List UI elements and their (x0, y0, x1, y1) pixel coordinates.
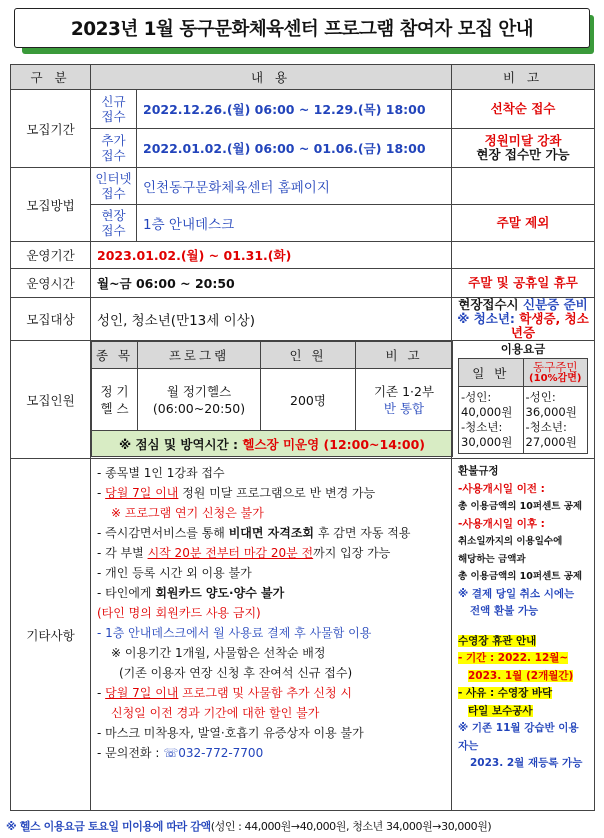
operate-period-row (11, 242, 595, 269)
internet-register-type-a: 인터넷 (95, 171, 132, 186)
personnel-header-count: 인 원 (261, 342, 356, 369)
etc-item: - 개인 등록 시간 외 이용 불가 (97, 566, 252, 580)
personnel-note (356, 369, 453, 431)
etc-item: ※ 이용기간 1개월, 사물함은 선착순 배정 (111, 646, 326, 660)
etc-item: - 문의전화 : ☏032-772-7700 (97, 746, 264, 760)
personnel-kind-a: 정 기 (100, 383, 129, 399)
info-table (10, 64, 595, 811)
target-content: 성인, 청소년(만13세 이상) (91, 298, 452, 341)
personnel-header-program: 프로그램 (138, 342, 261, 369)
header-content: 내 용 (91, 65, 452, 90)
personnel-header-kind: 종 목 (92, 342, 138, 369)
operate-time-note: 주말 및 공휴일 휴무 (452, 269, 595, 298)
footer-note-b: (성인 : 44,000원→40,000원, 청소년 34,000원→30,000원) (210, 820, 492, 833)
header-row (11, 65, 595, 90)
refund-same-day: ※ 결제 당일 취소 시에는 (458, 587, 575, 600)
etc-item: ※ 프로그램 연기 신청은 불가 (111, 506, 264, 520)
fee-resident-header-a: 동구주민 (533, 359, 578, 374)
personnel-note-b: 반 통합 (383, 400, 425, 416)
fee-resident-header-b: (10%감면) (529, 372, 582, 384)
personnel-row (11, 341, 595, 459)
internet-register-content: 인천동구문화체육센터 홈페이지 (137, 168, 452, 205)
extra-register-type (91, 129, 137, 168)
refund-before: -사용개시일 이전 : (458, 482, 545, 495)
footer-note-a: ※ 헬스 이용요금 토요일 미이용에 따라 감액 (6, 820, 211, 833)
fee-table (458, 358, 588, 454)
target-label: 모집대상 (11, 298, 91, 341)
extra-register-note-b: 현장 접수만 가능 (476, 147, 570, 162)
pool-note-b: 2023. 2월 재등록 가능 (470, 757, 583, 769)
onsite-register-note: 주말 제외 (452, 205, 595, 242)
internet-register-note (452, 168, 595, 205)
recruit-period-label: 모집기간 (11, 90, 91, 168)
target-note-a: 현장접수시 신분증 준비 (458, 297, 588, 312)
fee-header-row (459, 359, 588, 387)
new-register-type-a: 신규 (101, 94, 126, 109)
onsite-register-type-b: 접수 (101, 223, 126, 238)
personnel-count: 200명 (261, 369, 356, 431)
recruit-method-label: 모집방법 (11, 168, 91, 242)
extra-register-period: 2022.01.02.(월) 06:00 ~ 01.06.(금) 18:00 (137, 129, 452, 168)
personnel-data-row (92, 369, 453, 431)
personnel-kind-b: 헬 스 (100, 400, 129, 416)
pool-period-a: - 기간 : 2022. 12월~ (458, 652, 569, 664)
personnel-inner-table (91, 341, 453, 457)
etc-content (91, 459, 452, 811)
fee-title: 이용요금 (500, 342, 546, 356)
personnel-notice-row (92, 431, 453, 457)
etc-list (91, 459, 451, 765)
pool-reason-b: 타일 보수공사 (468, 704, 533, 717)
new-register-note: 선착순 접수 (452, 90, 595, 129)
personnel-program-a: 월 정기헬스 (166, 383, 232, 399)
target-row (11, 298, 595, 341)
fee-resident-header (523, 359, 588, 387)
refund-before-desc: 총 이용금액의 10퍼센트 공제 (458, 501, 583, 512)
operate-time-row (11, 269, 595, 298)
recruit-method-row-1 (11, 168, 595, 205)
pool-period-b: 2023. 1월 (2개월간) (468, 669, 574, 682)
title-banner (14, 8, 590, 48)
onsite-register-type (91, 205, 137, 242)
operate-period-content: 2023.01.02.(월) ~ 01.31.(화) (91, 242, 452, 269)
personnel-program (138, 369, 261, 431)
new-register-type-b: 접수 (101, 109, 126, 124)
etc-item: 신청일 이전 경과 기간에 대한 할인 불가 (111, 706, 320, 720)
etc-item: - 즉시감면서비스를 통해 비대면 자격조회 후 감면 자동 적용 (97, 526, 411, 540)
refund-cell (452, 459, 595, 811)
pool-note-a: ※ 기존 11월 강습반 이용자는 (458, 722, 579, 752)
operate-period-note (452, 242, 595, 269)
new-register-period: 2022.12.26.(월) 06:00 ~ 12.29.(목) 18:00 (137, 90, 452, 129)
lunch-notice-b: 헬스장 미운영 (12:00~14:00) (242, 436, 426, 452)
lunch-notice (92, 431, 453, 457)
etc-item: - 각 부별 시작 20분 전부터 마감 20분 전까지 입장 가능 (97, 546, 391, 560)
target-note (452, 298, 595, 341)
personnel-header-row (92, 342, 453, 369)
etc-item: - 마스크 미착용자, 발열·호흡기 유증상자 이용 불가 (97, 726, 364, 740)
recruit-period-row-1 (11, 90, 595, 129)
personnel-detail (91, 341, 452, 459)
etc-item: (기존 이용자 연장 신청 후 잔여석 신규 접수) (119, 666, 353, 680)
extra-register-type-b: 접수 (101, 148, 126, 163)
operate-period-label: 운영기간 (11, 242, 91, 269)
operate-time-label: 운영시간 (11, 269, 91, 298)
personnel-kind (92, 369, 138, 431)
fee-value-row (459, 387, 588, 454)
pool-reason-a: - 사유 : 수영장 바닥 (458, 687, 553, 699)
header-category: 구 분 (11, 65, 91, 90)
operate-time-content: 월~금 06:00 ~ 20:50 (91, 269, 452, 298)
internet-register-type (91, 168, 137, 205)
internet-register-type-b: 접수 (101, 186, 126, 201)
footer-note (6, 818, 491, 834)
onsite-register-type-a: 현장 (101, 208, 126, 223)
etc-item: (타인 명의 회원카드 사용 금지) (97, 606, 261, 620)
fee-cell (452, 341, 595, 459)
etc-row (11, 459, 595, 811)
page-title: 2023년 1월 동구문화체육센터 프로그램 참여자 모집 안내 (14, 8, 590, 48)
target-note-b: ※ 청소년: 학생증, 청소년증 (457, 311, 589, 340)
personnel-label: 모집인원 (11, 341, 91, 459)
fee-general-header: 일 반 (459, 359, 524, 387)
personnel-program-b: (06:00~20:50) (152, 400, 246, 416)
recruit-period-row-2 (11, 129, 595, 168)
lunch-notice-a: ※ 점심 및 방역시간 : (118, 436, 243, 452)
pool-title: 수영장 휴관 안내 (458, 634, 537, 647)
refund-after: -사용개시일 이후 : (458, 517, 545, 530)
new-register-type (91, 90, 137, 129)
extra-register-note-a: 정원미달 강좌 (484, 133, 562, 148)
fee-general-values: -성인: 40,000원 -청소년: 30,000원 (459, 387, 524, 454)
pool-closure (458, 633, 588, 651)
etc-item: - 종목별 1인 1강좌 접수 (97, 466, 225, 480)
etc-item: - 당월 7일 이내 프로그램 및 사물함 추가 신청 시 (97, 686, 352, 700)
fee-resident-values: -성인: 36,000원 -청소년: 27,000원 (523, 387, 588, 454)
phone-number: ☏032-772-7700 (163, 746, 264, 760)
etc-label: 기타사항 (11, 459, 91, 811)
etc-item: - 1층 안내데스크에서 월 사용료 결제 후 사물함 이용 (97, 626, 372, 640)
extra-register-type-a: 추가 (101, 133, 126, 148)
extra-register-note (452, 129, 595, 168)
header-note: 비 고 (452, 65, 595, 90)
refund-info: 환불규정 -사용개시일 이전 : 총 이용금액의 10퍼센트 공제 -사용개시일 이후 : 취소일까지의 이용일수에 해당하는 금액과 총 이용금액의 10퍼센트 공제 ※ 결제 당일 취소 시에는 전액 환불 가능 수영장 휴관 안내 - 기간 : 2022. 12월~ 2023. 1월 (2개월간) - 사유 : 수영장 바닥 타일 보수공사 ※ 기존 11월 강습반 이용자는 2023. 2월 재등록 가능 (452, 459, 594, 777)
etc-item: - 당월 7일 이내 정원 미달 프로그램으로 반 변경 가능 (97, 486, 376, 500)
personnel-note-a: 기존 1·2부 (373, 383, 435, 399)
refund-title: 환불규정 (458, 465, 499, 477)
recruit-method-row-2 (11, 205, 595, 242)
fee-wrap (452, 358, 594, 458)
onsite-register-content: 1층 안내데스크 (137, 205, 452, 242)
personnel-header-note: 비 고 (356, 342, 453, 369)
etc-item: - 타인에게 회원카드 양도·양수 불가 (97, 586, 285, 600)
